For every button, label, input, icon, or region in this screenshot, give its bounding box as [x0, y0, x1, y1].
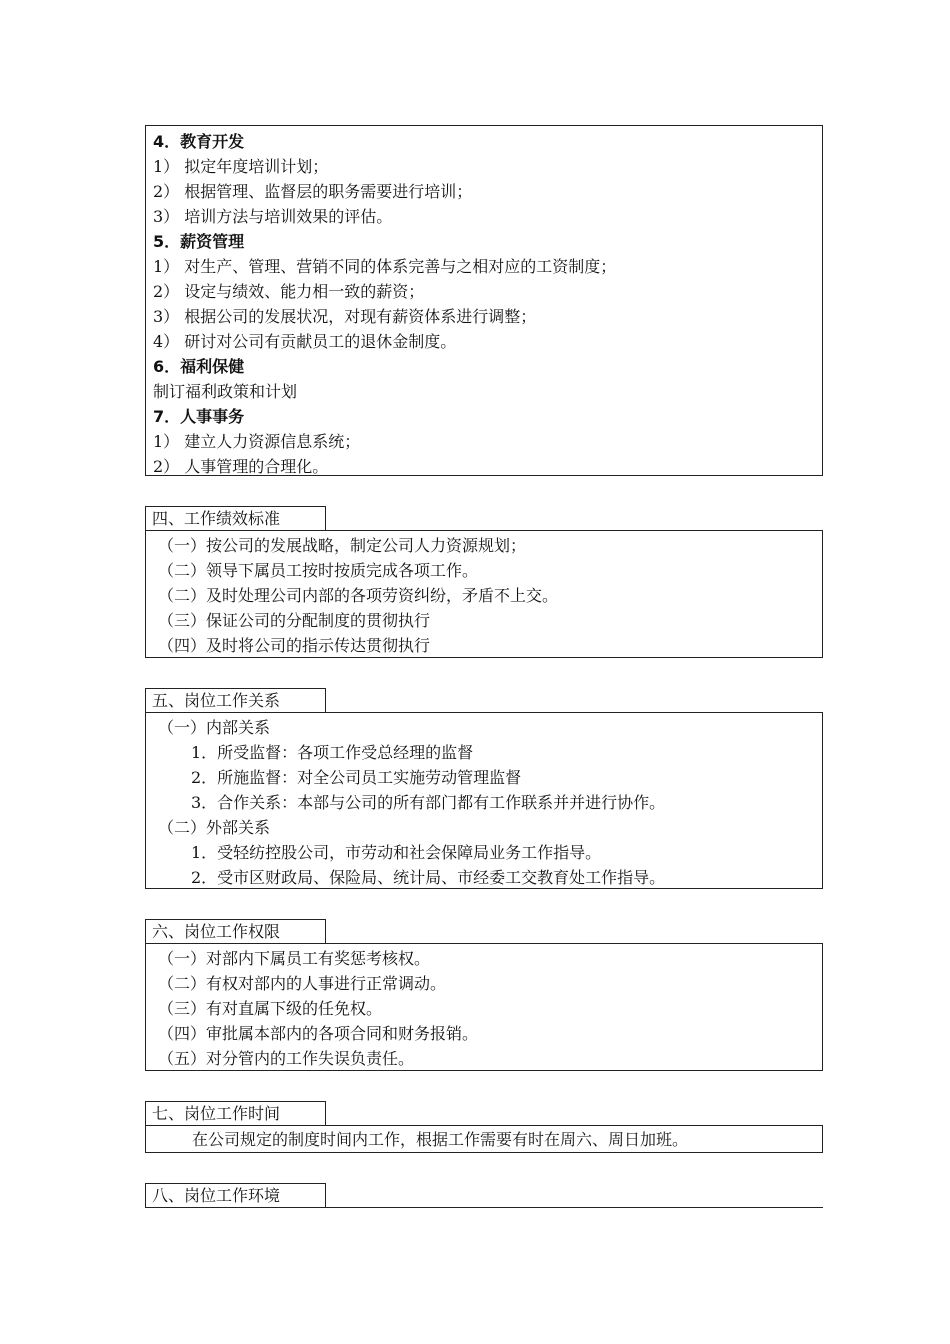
section7-text: 在公司规定的制度时间内工作，根据工作需要有时在周六、周日加班。 [192, 1130, 689, 1149]
relation-item: 2．受市区财政局、保险局、统计局、市经委工交教育处工作指导。 [191, 868, 666, 887]
relation-item: 1．所受监督：各项工作受总经理的监督 [191, 743, 474, 762]
section6-lines [146, 946, 822, 1071]
duty-item: 1） 拟定年度培训计划； [153, 157, 329, 176]
duty-heading: 5．薪资管理 [153, 232, 245, 251]
section8-rule [145, 1207, 823, 1208]
authority-item: （四）审批属本部内的各项合同和财务报销。 [158, 1024, 479, 1043]
section5-lines [146, 715, 822, 890]
standard-item: （三）保证公司的分配制度的贯彻执行 [158, 611, 431, 630]
duty-item: 1） 建立人力资源信息系统； [153, 432, 361, 451]
authority-item: （一）对部内下属员工有奖惩考核权。 [158, 949, 431, 968]
duties-box [145, 125, 823, 476]
authority-item: （三）有对直属下级的任免权。 [158, 999, 383, 1018]
relation-item: 1．受轻纺控股公司，市劳动和社会保障局业务工作指导。 [191, 843, 602, 862]
duty-heading: 4．教育开发 [153, 132, 245, 151]
duty-item: 制订福利政策和计划 [153, 382, 298, 401]
authority-item: （二）有权对部内的人事进行正常调动。 [158, 974, 447, 993]
duty-heading: 7．人事事务 [153, 407, 245, 426]
duty-item: 2） 设定与绩效、能力相一致的薪资； [153, 282, 425, 301]
standard-item: （一）按公司的发展战略，制定公司人力资源规划； [158, 536, 527, 555]
authority-item: （五）对分管内的工作失误负责任。 [158, 1049, 415, 1068]
section6-title: 六、岗位工作权限 [145, 919, 326, 943]
duty-item: 3） 培训方法与培训效果的评估。 [153, 207, 393, 226]
section5-title: 五、岗位工作关系 [145, 688, 326, 712]
standard-item: （二）领导下属员工按时按质完成各项工作。 [158, 561, 479, 580]
section7-title: 七、岗位工作时间 [145, 1101, 326, 1125]
duty-item: 1） 对生产、管理、营销不同的体系完善与之相对应的工资制度； [153, 257, 617, 276]
standard-item: （四）及时将公司的指示传达贯彻执行 [158, 636, 431, 655]
standard-item: （二）及时处理公司内部的各项劳资纠纷，矛盾不上交。 [158, 586, 559, 605]
section7-box [145, 1125, 823, 1153]
section5-box [145, 712, 823, 889]
section4-box [145, 530, 823, 658]
relation-item: 2．所施监督：对全公司员工实施劳动管理监督 [191, 768, 522, 787]
duty-item: 4） 研讨对公司有贡献员工的退休金制度。 [153, 332, 457, 351]
section6-box [145, 943, 823, 1071]
duties-lines [146, 129, 822, 479]
section4-lines [146, 533, 822, 658]
duty-item: 2） 根据管理、监督层的职务需要进行培训； [153, 182, 473, 201]
relation-group: （二）外部关系 [158, 818, 271, 837]
relation-group: （一）内部关系 [158, 718, 271, 737]
duty-item: 2） 人事管理的合理化。 [153, 457, 329, 476]
duty-heading: 6．福利保健 [153, 357, 245, 376]
duty-item: 3） 根据公司的发展状况，对现有薪资体系进行调整； [153, 307, 537, 326]
section8-title: 八、岗位工作环境 [145, 1183, 326, 1207]
section4-title: 四、工作绩效标准 [145, 506, 326, 530]
relation-item: 3．合作关系：本部与公司的所有部门都有工作联系并并进行协作。 [191, 793, 666, 812]
